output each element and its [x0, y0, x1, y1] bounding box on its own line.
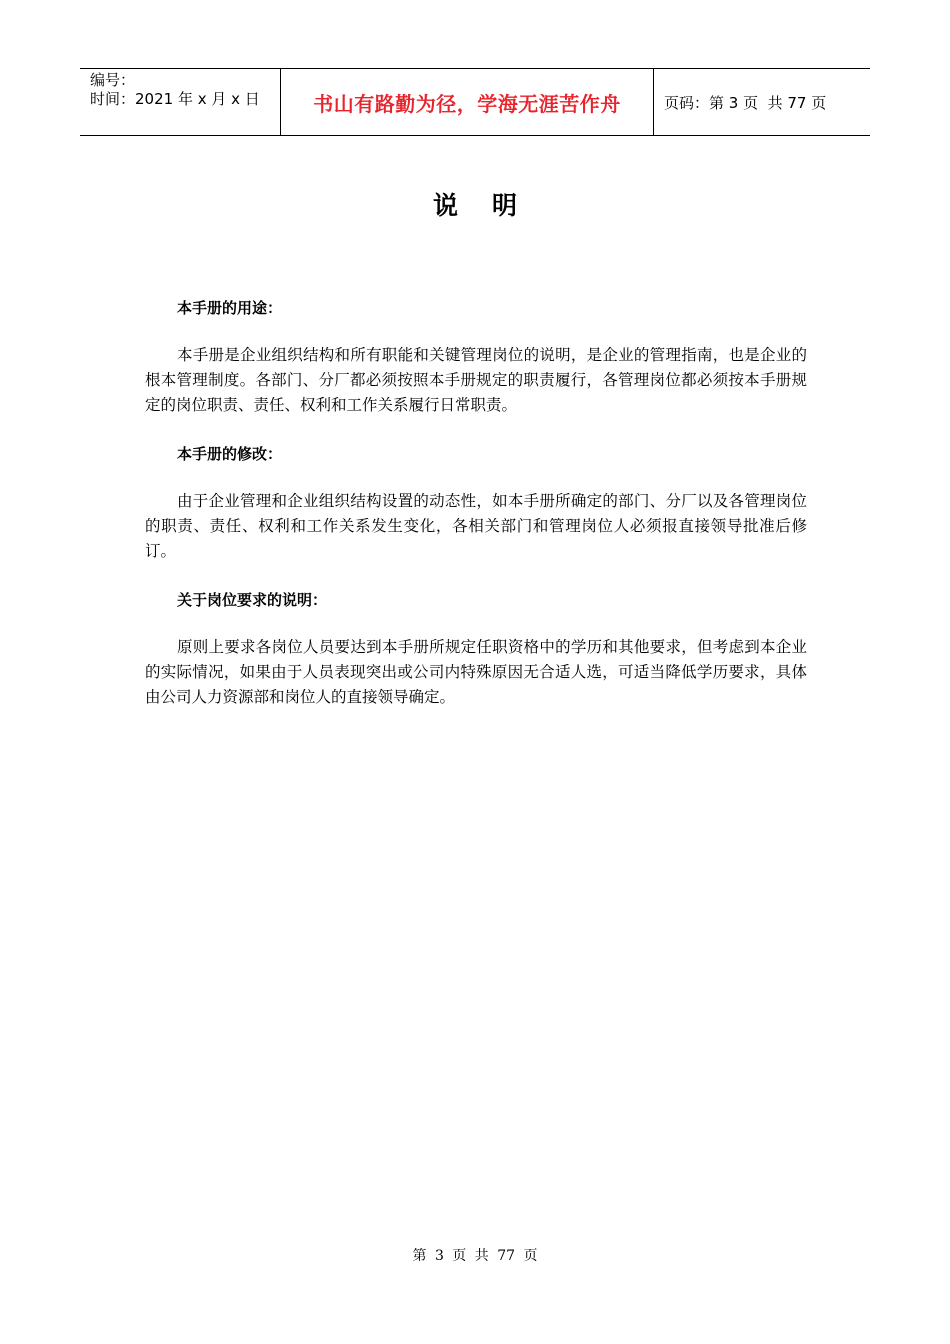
- document-body: [145, 296, 807, 710]
- page-header: [80, 68, 870, 136]
- header-page-info: 页码：第 3 页 共 77 页: [664, 93, 827, 112]
- header-motto: 书山有路勤为径，学海无涯苦作舟: [281, 69, 654, 135]
- document-number-label: 编号：: [90, 71, 136, 89]
- section-body-revision: 由于企业管理和企业组织结构设置的动态性，如本手册所确定的部门、分厂以及各管理岗位的职责、责任、权利和工作关系发生变化，各相关部门和管理岗位人必须报直接领导批准后修订。: [145, 492, 807, 560]
- section-body-purpose: 本手册是企业组织结构和所有职能和关键管理岗位的说明，是企业的管理指南，也是企业的根本管理制度。各部门、分厂都必须按照本手册规定的职责履行，各管理岗位都必须按本手册规定的岗位职责、责任、权利和工作关系履行日常职责。: [145, 346, 807, 414]
- section-heading-requirements: 关于岗位要求的说明：: [177, 591, 328, 609]
- document-title: 说明: [432, 191, 551, 220]
- section-heading-revision: 本手册的修改：: [177, 445, 283, 463]
- section-heading-purpose: 本手册的用途：: [177, 299, 283, 317]
- document-time-label: 时间：2021 年 x 月 x 日: [90, 90, 260, 108]
- page-footer: 第 3 页 共 77 页: [412, 1248, 538, 1264]
- section-body-requirements: 原则上要求各岗位人员要达到本手册所规定任职资格中的学历和其他要求，但考虑到本企业的实际情况，如果由于人员表现突出或公司内特殊原因无合适人选，可适当降低学历要求，具体由公司人力资源部和岗位人的直接领导确定。: [145, 638, 807, 706]
- header-meta-cell: [80, 69, 281, 135]
